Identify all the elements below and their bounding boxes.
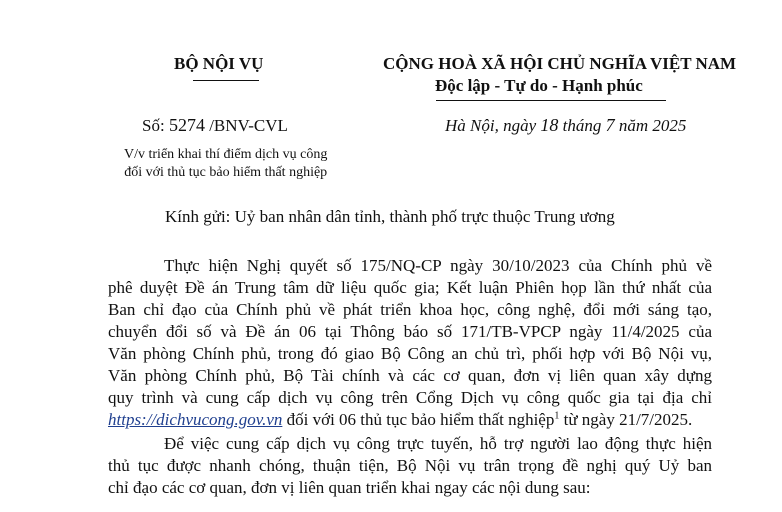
subject-line: V/v triển khai thí điểm dịch vụ công	[124, 147, 328, 162]
paragraph-line: Để việc cung cấp dịch vụ công trực tuyến, hỗ trợ người lao động thực hiện	[164, 434, 712, 453]
public-service-link[interactable]: https://dichvucong.gov.vn	[108, 410, 283, 429]
document-number	[142, 115, 288, 136]
national-title: CỘNG HOÀ XÃ HỘI CHỦ NGHĨA VIỆT NAM	[383, 54, 737, 73]
date-month: 7	[605, 115, 615, 135]
issuing-agency: BỘ NỘI VỤ	[174, 54, 264, 73]
date-place: Hà Nội, ngày	[445, 116, 537, 135]
paragraph-2	[108, 433, 712, 499]
number-label: Số:	[142, 116, 165, 135]
date-line	[445, 115, 686, 136]
recipient-line: Kính gửi: Uỷ ban nhân dân tỉnh, thành phố trực thuộc Trung ương	[165, 207, 615, 226]
number-code: /BNV-CVL	[209, 116, 288, 135]
paragraph-line: Văn phòng Chính phủ, Bộ Tài chính và các cơ quan, đơn vị liên quan xây dựng	[108, 366, 712, 385]
motto-underline	[436, 100, 666, 101]
paragraph-line: quy trình và cung cấp dịch vụ công trên Cổng Dịch vụ công quốc gia tại địa chỉ	[108, 388, 712, 407]
date-year: năm 2025	[618, 116, 687, 135]
paragraph-line: thủ tục được nhanh chóng, thuận tiện, Bộ Nội vụ trân trọng đề nghị quý Uỷ ban	[108, 456, 712, 475]
subject-line: đối với thủ tục bảo hiểm thất nghiệp	[124, 165, 328, 180]
paragraph-line: chuyển đổi số và Đề án 06 tại Thông báo số 171/TB-VPCP ngày 11/4/2025 của	[108, 322, 712, 341]
paragraph-line: Ban chỉ đạo của Chính phủ về phát triển khoa học, công nghệ, đổi mới sáng tạo,	[108, 300, 712, 319]
agency-underline	[193, 80, 259, 81]
paragraph-line: chỉ đạo các cơ quan, đơn vị liên quan triển khai ngay các nội dung sau:	[108, 478, 591, 497]
paragraph-line: Văn phòng Chính phủ, trong đó giao Bộ Công an chủ trì, phối hợp với Bộ Nội vụ,	[108, 344, 712, 363]
national-motto: Độc lập - Tự do - Hạnh phúc	[435, 76, 643, 95]
link-followup-text: đối với 06 thủ tục bảo hiểm thất nghiệp	[282, 410, 555, 429]
paragraph-line	[108, 409, 712, 431]
date-month-label: tháng	[562, 116, 602, 135]
paragraph-line: Thực hiện Nghị quyết số 175/NQ-CP ngày 30/10/2023 của Chính phủ về	[164, 256, 712, 275]
paragraph-tail: từ ngày 21/7/2025.	[559, 410, 693, 429]
footnote-marker[interactable]: 1	[554, 410, 560, 422]
subject-block	[124, 146, 327, 182]
paragraph-line: phê duyệt Đề án Trung tâm dữ liệu quốc gia; Kết luận Phiên họp lần thứ nhất của	[108, 278, 712, 297]
paragraph-1	[108, 255, 712, 431]
date-day: 18	[540, 115, 559, 135]
number-value: 5274	[168, 115, 205, 135]
